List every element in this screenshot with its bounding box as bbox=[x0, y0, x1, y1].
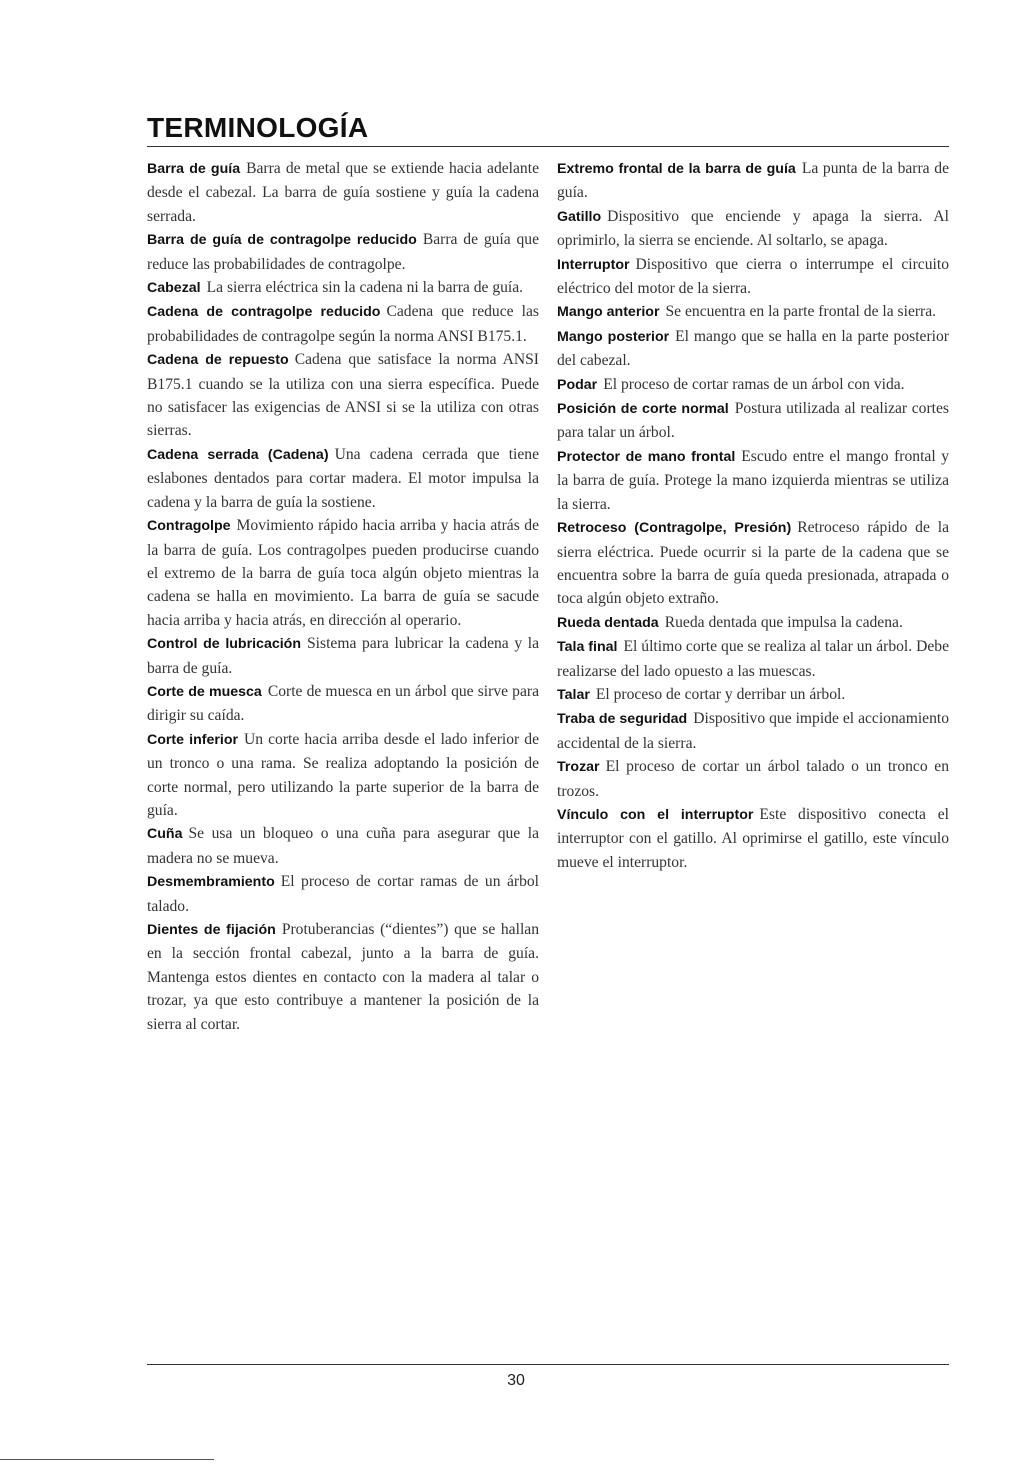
glossary-term: Barra de guía bbox=[147, 161, 241, 177]
glossary-entry bbox=[147, 822, 539, 870]
footer-divider bbox=[147, 1364, 949, 1365]
glossary-term: Podar bbox=[557, 376, 598, 393]
glossary-entry bbox=[557, 373, 949, 397]
glossary-entry bbox=[557, 253, 949, 301]
glossary-entry bbox=[557, 205, 949, 253]
glossary-term: Dientes de fijación bbox=[147, 922, 276, 938]
glossary-term: Cadena de repuesto bbox=[147, 352, 289, 369]
scan-edge-line bbox=[0, 1459, 214, 1460]
glossary-entry bbox=[557, 635, 949, 683]
glossary-entry bbox=[147, 443, 539, 514]
glossary-entry bbox=[147, 157, 539, 228]
glossary-definition: El último corte que se realiza al talar un árbol. Debe realizarse del lado opuesto a las muescas. bbox=[557, 638, 949, 680]
glossary-definition: Un corte hacia arriba desde el lado inferior de un tronco o una rama. Se realiza adoptando la posición de corte normal, pero utilizando la parte superior de la barra de guía. bbox=[147, 730, 539, 819]
glossary-definition: Se encuentra en la parte frontal de la sierra. bbox=[665, 303, 937, 321]
glossary-entry bbox=[147, 632, 539, 680]
glossary-definition: El proceso de cortar ramas de un árbol talado. bbox=[147, 873, 539, 915]
glossary-entry bbox=[147, 276, 539, 300]
glossary-term: Retroceso (Contragolpe, Presión) bbox=[557, 520, 792, 537]
glossary-definition: Escudo entre el mango frontal y la barra de guía. Protege la mano izquierda mientras se utiliza la sierra. bbox=[557, 447, 949, 513]
glossary-entry bbox=[557, 516, 949, 611]
glossary-definition: Rueda dentada que impulsa la cadena. bbox=[664, 613, 903, 631]
glossary-term: Cadena serrada (Cadena) bbox=[147, 446, 329, 463]
glossary-definition: Barra de guía que reduce las probabilidades de contragolpe. bbox=[147, 231, 540, 273]
glossary-term: Cuña bbox=[147, 826, 183, 843]
glossary-right-column bbox=[557, 157, 949, 874]
glossary-term: Contragolpe bbox=[147, 518, 231, 535]
glossary-definition: La sierra eléctrica sin la cadena ni la barra de guía. bbox=[206, 279, 524, 297]
glossary-term: Desmembramiento bbox=[147, 874, 275, 891]
glossary-entry bbox=[147, 680, 539, 728]
glossary-term: Traba de seguridad bbox=[557, 711, 688, 728]
glossary-entry bbox=[557, 611, 949, 635]
glossary-entry bbox=[557, 397, 949, 445]
glossary-definition: Sistema para lubricar la cadena y la barra de guía. bbox=[147, 635, 539, 677]
glossary-definition: La punta de la barra de guía. bbox=[557, 160, 949, 202]
glossary-term: Corte de muesca bbox=[147, 683, 262, 700]
glossary-definition: Cadena que reduce las probabilidades de contragolpe según la norma ANSI B175.1. bbox=[147, 303, 540, 345]
glossary-definition: Dispositivo que cierra o interrumpe el circuito eléctrico del motor de la sierra. bbox=[557, 255, 949, 298]
glossary-definition: El proceso de cortar ramas de un árbol con vida. bbox=[603, 375, 905, 393]
glossary-definition: Postura utilizada al realizar cortes para talar un árbol. bbox=[557, 400, 949, 442]
glossary-definition: Dispositivo que impide el accionamiento accidental de la sierra. bbox=[557, 710, 950, 752]
glossary-entry bbox=[147, 728, 539, 823]
glossary-definition: Retroceso rápido de la sierra eléctrica. Puede ocurrir si la parte de la cadena que se encuentra sobre la barra de guía queda presionada, atrapada o toca algún objeto extraño. bbox=[557, 519, 949, 608]
glossary-entry bbox=[557, 683, 949, 707]
glossary-definition: Cadena que satisface la norma ANSI B175.1 cuando se la utiliza con una sierra específica. Puede no satisfacer las exigencias de ANSI si se la utiliza con otras sierras. bbox=[147, 351, 539, 440]
glossary-term: Trozar bbox=[557, 759, 600, 776]
glossary-entry bbox=[147, 300, 539, 348]
glossary-entry bbox=[147, 348, 539, 443]
glossary-term: Talar bbox=[557, 686, 590, 703]
glossary-term: Interruptor bbox=[557, 256, 630, 273]
glossary-entry bbox=[557, 755, 949, 803]
glossary-definition: Movimiento rápido hacia arriba y hacia atrás de la barra de guía. Los contragolpes pueden producirse cuando el extremo de la barra de guía toca algún objeto mientras la cadena se halla en movimiento. La barra de guía se sacude hacia arriba y hacia atrás, en dirección al operario. bbox=[147, 517, 539, 629]
title-divider bbox=[147, 146, 949, 147]
glossary-term: Rueda dentada bbox=[557, 614, 659, 631]
glossary-definition: Dispositivo que enciende y apaga la sierra. Al oprimirlo, la sierra se enciende. Al soltarlo, se apaga. bbox=[557, 207, 949, 250]
glossary-entry bbox=[557, 445, 949, 516]
glossary-term: Cadena de contragolpe reducido bbox=[147, 304, 381, 321]
glossary-term: Gatillo bbox=[557, 208, 602, 225]
glossary-definition: Una cadena cerrada que tiene eslabones dentados para cortar madera. El motor impulsa la cadena y la barra de guía la sostiene. bbox=[147, 445, 539, 511]
glossary-entry bbox=[147, 228, 539, 276]
glossary-definition: Barra de metal que se extiende hacia adelante desde el cabezal. La barra de guía sostiene y guía la cadena serrada. bbox=[147, 160, 539, 225]
glossary-entry bbox=[147, 514, 539, 632]
page-title: TERMINOLOGÍA bbox=[147, 112, 369, 143]
glossary-term: Corte inferior bbox=[147, 731, 239, 748]
glossary-entry bbox=[557, 707, 949, 755]
glossary-term: Mango posterior bbox=[557, 328, 670, 345]
glossary-definition: Se usa un bloqueo o una cuña para asegurar que la madera no se mueva. bbox=[147, 825, 539, 867]
glossary-term: Barra de guía de contragolpe reducido bbox=[147, 232, 417, 249]
glossary-term: Control de lubricación bbox=[147, 636, 301, 653]
glossary-term: Cabezal bbox=[147, 280, 201, 297]
glossary-entry bbox=[147, 918, 539, 1036]
glossary-entry bbox=[147, 870, 539, 918]
glossary-left-column bbox=[147, 157, 539, 1036]
glossary-definition: El proceso de cortar un árbol talado o un tronco en trozos. bbox=[557, 758, 949, 800]
glossary-entry bbox=[557, 325, 949, 373]
glossary-definition: Protuberancias (“dientes”) que se hallan en la sección frontal cabezal, junto a la barra de guía. Mantenga estos dientes en contacto con la madera al talar o trozar, ya que esto contribuye a mantener la posición de la sierra al cortar. bbox=[147, 921, 539, 1033]
glossary-definition: El proceso de cortar y derribar un árbol. bbox=[595, 685, 846, 703]
glossary-entry bbox=[557, 803, 949, 874]
page-number: 30 bbox=[507, 1372, 525, 1389]
glossary-term: Tala final bbox=[557, 639, 618, 656]
glossary-term: Mango anterior bbox=[557, 304, 660, 321]
glossary-term: Posición de corte normal bbox=[557, 401, 729, 418]
glossary-definition: El mango que se halla en la parte posterior del cabezal. bbox=[557, 327, 949, 370]
glossary-term: Protector de mano frontal bbox=[557, 448, 736, 465]
glossary-entry bbox=[557, 157, 949, 205]
glossary-definition: Este dispositivo conecta el interruptor con el gatillo. Al oprimirse el gatillo, este vínculo mueve el interruptor. bbox=[557, 805, 949, 871]
glossary-term: Extremo frontal de la barra de guía bbox=[557, 161, 796, 177]
glossary-entry bbox=[557, 300, 949, 324]
glossary-definition: Corte de muesca en un árbol que sirve para dirigir su caída. bbox=[147, 682, 539, 725]
glossary-term: Vínculo con el interruptor bbox=[557, 806, 754, 823]
